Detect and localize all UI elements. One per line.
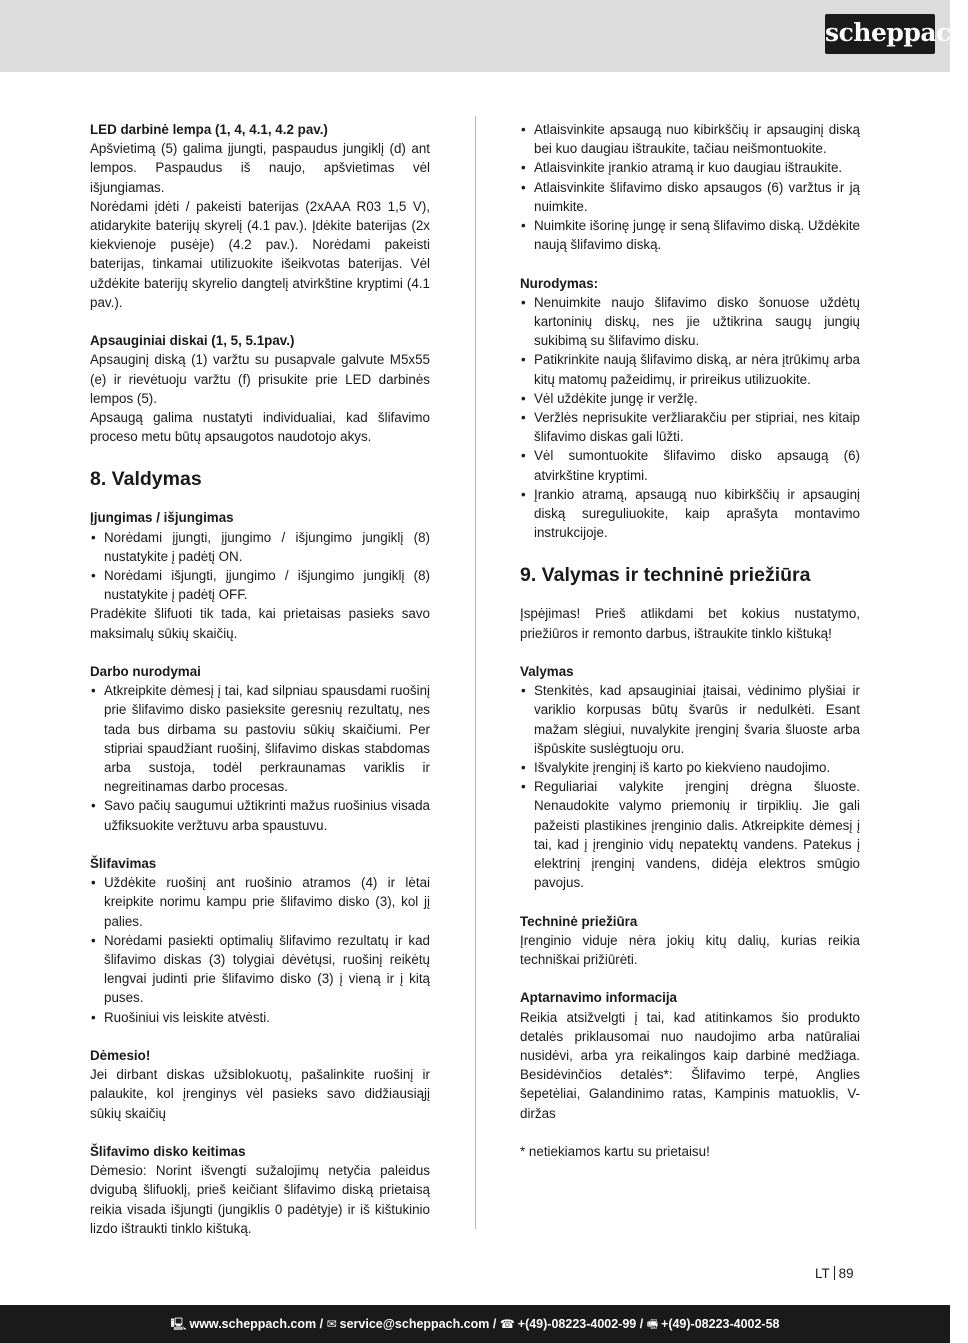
list-item: • Vėl uždėkite jungę ir veržlę. <box>520 389 860 408</box>
list-item: • Norėdami pasiekti optimalių šlifavimo rezultatų ir kad šlifavimo diskas (3) tolygiai dėvėtųsi, ruošinį reikėtų lengvai judinti prie šlifavimo disko (3) į vieną ir į kitą puses. <box>90 931 430 1008</box>
list-item: • Norėdami išjungti, įjungimo / išjungimo jungiklį (8) nustatykite į padėtį OFF. <box>90 566 430 604</box>
footer-email[interactable]: service@scheppach.com <box>339 1317 490 1331</box>
protective-discs-heading: Apsauginiai diskai (1, 5, 5.1pav.) <box>90 333 295 349</box>
service-info-heading: Aptarnavimo informacija <box>520 990 678 1006</box>
led-lamp-heading: LED darbinė lempa (1, 4, 4.1, 4.2 pav.) <box>90 122 328 137</box>
page-number-value: 89 <box>838 1266 854 1281</box>
footnote: * netiekiamos kartu su prietaisu! <box>520 1144 710 1160</box>
right-column <box>520 120 860 1161</box>
led-lamp-text-1: Apšvietimą (5) galima įjungti, paspaudus jungiklį (d) ant lempos. Paspaudus iš naujo, apšvietimas vėl išjungiamas. <box>90 141 430 195</box>
column-divider <box>475 116 476 1229</box>
list-item: • Išvalykite įrenginį iš karto po kiekvieno naudojimo. <box>520 758 860 777</box>
grinding-list <box>90 873 430 1027</box>
list-item: • Patikrinkite naują šlifavimo diską, ar nėra įtrūkimų arba kitų matomų pažeidimų, ir prireikus utilizuokite. <box>520 350 860 388</box>
list-item: • Atkreipkite dėmesį į tai, kad silpniau spausdami ruošinį prie šlifavimo disko pasieksite geresnių rezultatų, nes tada bus dirbama su pastoviu sūkių skaičiumi. Per stipriai spaudžiant ruošinį, šlifavimo diskas stabdomas arba sustoja, todėl perkraunamas variklis ir negreitinamas darbo procesas. <box>90 681 430 796</box>
section-8-title: 8. Valdymas <box>90 468 202 491</box>
led-lamp-text-2: Norėdami įdėti / pakeisti baterijas (2xAAA R03 1,5 V), atidarykite baterijų skyrelį (4.1 pav.). Įdėkite baterijas (2x kiekvienoje pusėje) (4.2 pav.). Norėdami pakeisti baterijas, tinkamai utilizuokite išeikvotas baterijas. Vėl uždėkite baterijų skyrelio dangtelį atvirkštine kryptimi (4.1 pav.). <box>90 198 430 310</box>
footer-separator: / <box>489 1317 500 1331</box>
section-9-title: 9. Valymas ir techninė priežiūra <box>520 564 811 587</box>
note-list <box>520 293 860 543</box>
disc-change-heading: Šlifavimo disko keitimas <box>90 1144 246 1160</box>
work-instructions-list <box>90 681 430 835</box>
list-item: • Uždėkite ruošinį ant ruošinio atramos (4) ir lėtai kreipkite norimu kampu prie šlifavimo disko (3), kol jį palies. <box>90 873 430 931</box>
work-instructions-heading: Darbo nurodymai <box>90 664 201 680</box>
cleaning-heading: Valymas <box>520 664 574 680</box>
list-item: • Atlaisvinkite įrankio atramą ir kuo daugiau ištraukite. <box>520 158 860 177</box>
computer-icon: 🖳 <box>170 1317 187 1331</box>
attention-text: Jei dirbant diskas užsiblokuotų, pašalinkite ruošinį ir palaukite, kol įrenginys vėl pasieks savo didžiausiąjį sūkių skaičių <box>90 1067 430 1121</box>
note-heading: Nurodymas: <box>520 275 599 291</box>
cleaning-list <box>520 681 860 892</box>
footer-phone: +(49)-08223-4002-99 <box>517 1317 637 1331</box>
disc-change-text: Dėmesio: Norint išvengti sužalojimų netyčia paleidus dvigubą šlifuoklį, prieš keičiant šlifavimo diską prietaisą reikia visada išjungti (jungiklis 0 padėtyje) ir iš kištukinio lizdo ištraukti tinklo kištuką. <box>90 1163 430 1236</box>
protective-discs-text-1: Apsauginį diską (1) varžtu su pusapvale galvute M5x55 (e) ir rievėtuoju varžtu (f) prisukite prie LED darbinės lempos (5). <box>90 352 430 406</box>
maintenance-text: Įrenginio viduje nėra jokių kitų dalių, kurias reikia techniškai prižiūrėti. <box>520 932 860 968</box>
footer-web[interactable]: www.scheppach.com <box>189 1317 317 1331</box>
warning-text: Įspėjimas! Prieš atlikdami bet kokius nustatymo, priežiūros ir remonto darbus, ištraukite tinklo kištuką! <box>520 606 860 641</box>
fax-icon: 🖷 <box>646 1317 659 1331</box>
maintenance-heading: Techninė priežiūra <box>520 913 638 929</box>
grinding-heading: Šlifavimas <box>90 856 157 872</box>
page-number-separator <box>834 1266 835 1280</box>
header-band <box>0 0 950 72</box>
footer-separator: / <box>316 1317 327 1331</box>
list-item: • Nenuimkite naujo šlifavimo disko šonuose uždėtų kartoninių diskų, nes jie užtikrina saugų jungių sukibimą su šlifavimo disku. <box>520 293 860 351</box>
left-column <box>90 120 430 1238</box>
scheppach-logo: scheppach <box>825 14 935 54</box>
list-item: • Norėdami įjungti, įjungimo / išjungimo jungiklį (8) nustatykite į padėtį ON. <box>90 528 430 566</box>
protective-discs-text-2: Apsaugą galima nustatyti individualiai, kad šlifavimo proceso metu būtų apsaugotos naudotojo akys. <box>90 410 430 445</box>
list-item: • Atlaisvinkite šlifavimo disko apsaugos (6) varžtus ir ją nuimkite. <box>520 178 860 216</box>
list-item: • Veržlės neprisukite veržliarakčiu per stipriai, nes kitaip šlifavimo diskas gali lūžti. <box>520 408 860 446</box>
service-info-text: Reikia atsižvelgti į tai, kad atitinkamos šio produkto detalės priklausomai nuo naudojimo arba natūraliai nusidėvi, arba yra reikalingos kaip darbinė medžiaga. Besidėvinčios detalės*: Šlifavimo terpė, Anglies šepetėliai, Galandinimo ratas, Kampinis matuoklis, V-diržas <box>520 1009 860 1121</box>
list-item: • Reguliariai valykite įrenginį drėgna šluoste. Nenaudokite valymo priemonių ir tirpiklių. Jie gali pažeisti plastikines įrenginio dalis. Atkreipkite dėmesį į tai, kad į įrenginio vidų nepatektų vandens. Patekus į elektrinį įrenginį vandens, didėja elektros smūgio pavojus. <box>520 777 860 892</box>
list-item: • Atlaisvinkite apsaugą nuo kibirkščių ir apsauginį diską bei kuo daugiau ištraukite, tačiau neišmontuokite. <box>520 120 860 158</box>
on-off-heading: Įjungimas / išjungimas <box>90 510 234 526</box>
list-item: • Ruošiniui vis leiskite atvėsti. <box>90 1008 430 1027</box>
disc-change-list <box>520 120 860 254</box>
footer-fax: +(49)-08223-4002-58 <box>661 1317 780 1331</box>
page-language: LT <box>815 1266 830 1281</box>
on-off-list <box>90 528 430 605</box>
list-item: • Įrankio atramą, apsaugą nuo kibirkščių ir apsauginį diską sureguliuokite, kaip aprašyta montavimo instrukcijoje. <box>520 485 860 543</box>
list-item: • Stenkitės, kad apsauginiai įtaisai, vėdinimo plyšiai ir variklio korpusas būtų švarūs ir nedulkėti. Esant mažam slėgiui, nuvalykite įrenginį švaria šluoste arba išpūskite suslėgtuoju oru. <box>520 681 860 758</box>
footer-separator: / <box>636 1317 647 1331</box>
list-item: • Vėl sumontuokite šlifavimo disko apsaugą (6) atvirkštine kryptimi. <box>520 446 860 484</box>
phone-icon: ☎ <box>499 1317 515 1331</box>
attention-heading: Dėmesio! <box>90 1048 151 1064</box>
list-item: • Nuimkite išorinę jungę ir seną šlifavimo diską. Uždėkite naują šlifavimo diską. <box>520 216 860 254</box>
on-off-text: Pradėkite šlifuoti tik tada, kai prietaisas pasieks savo maksimalų sūkių skaičių. <box>90 606 430 641</box>
page-number <box>815 1266 854 1281</box>
envelope-icon: ✉ <box>326 1317 337 1331</box>
list-item: • Savo pačių saugumui užtikrinti mažus ruošinius visada užfiksuokite veržtuvu arba spaustuvu. <box>90 796 430 834</box>
footer-bar <box>0 1305 950 1343</box>
